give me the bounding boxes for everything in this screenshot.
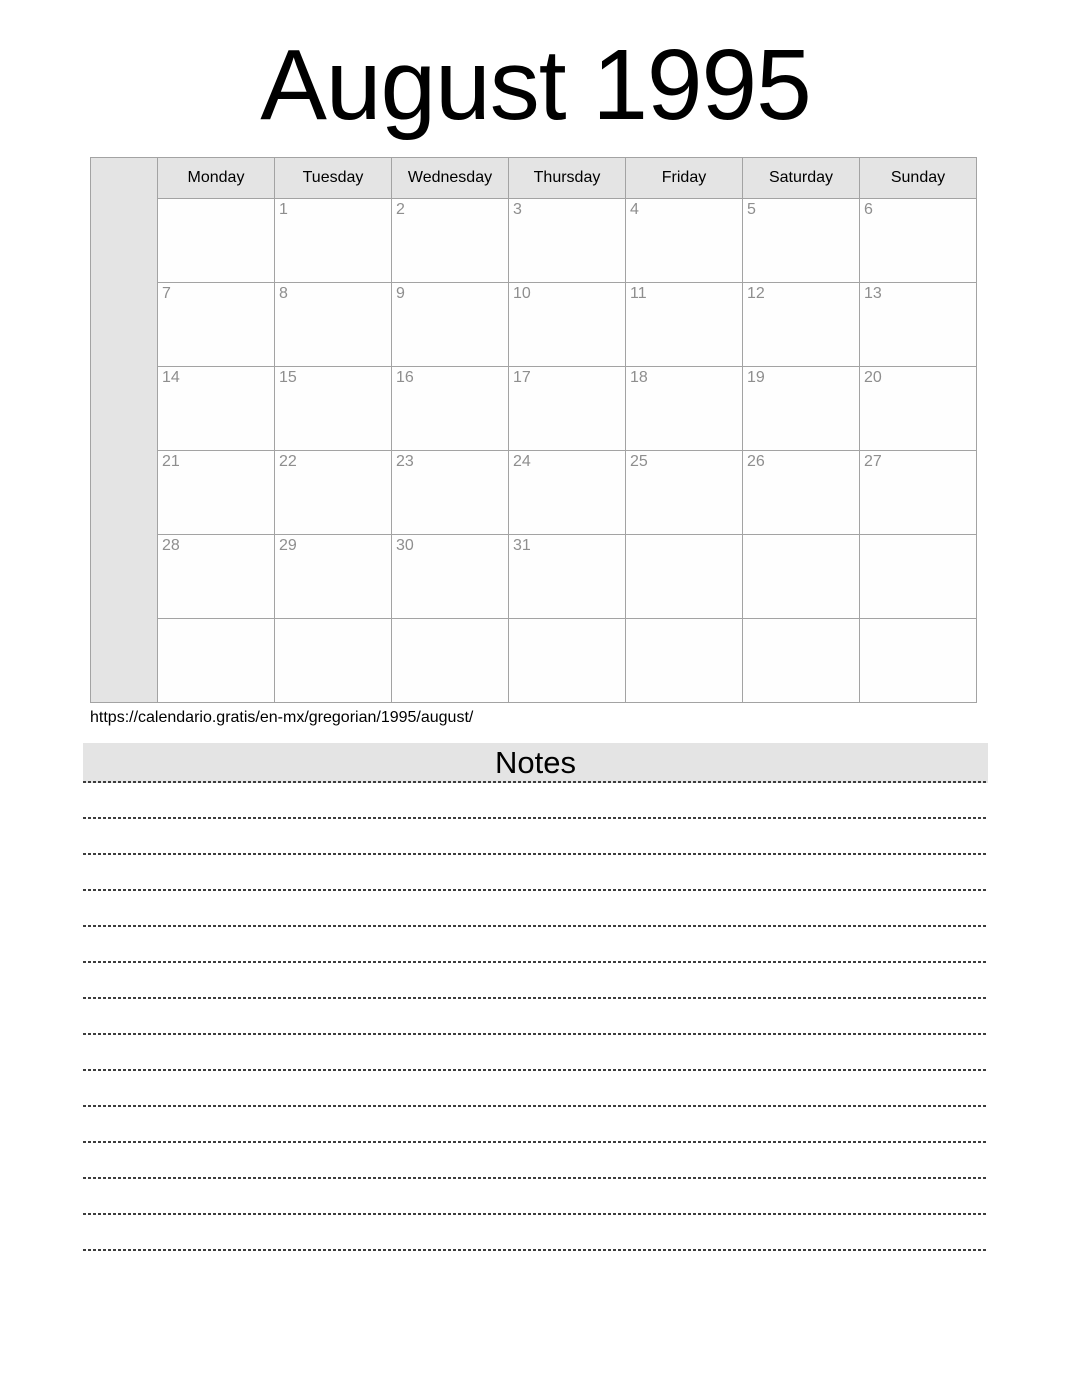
note-line <box>83 1215 988 1251</box>
day-cell <box>860 619 977 703</box>
day-cell: 27 <box>860 451 977 535</box>
day-cell: 2 <box>392 199 509 283</box>
day-cell <box>158 619 275 703</box>
calendar <box>90 157 1071 703</box>
day-cell <box>158 199 275 283</box>
day-cell: 9 <box>392 283 509 367</box>
day-cell <box>509 619 626 703</box>
day-cell: 3 <box>509 199 626 283</box>
day-cell <box>860 535 977 619</box>
day-cell: 11 <box>626 283 743 367</box>
day-cell: 28 <box>158 535 275 619</box>
day-cell: 30 <box>392 535 509 619</box>
source-url: https://calendario.gratis/en-mx/gregorian/1995/august/ <box>90 709 474 726</box>
day-cell: 17 <box>509 367 626 451</box>
day-cell: 20 <box>860 367 977 451</box>
day-cell: 1 <box>275 199 392 283</box>
day-cell: 22 <box>275 451 392 535</box>
calendar-table <box>90 157 977 703</box>
day-cell: 24 <box>509 451 626 535</box>
week-row <box>91 451 977 535</box>
day-cell: 10 <box>509 283 626 367</box>
day-cell: 15 <box>275 367 392 451</box>
day-cell: 8 <box>275 283 392 367</box>
notes-header <box>83 743 988 783</box>
day-cell <box>743 619 860 703</box>
week-row <box>91 367 977 451</box>
day-cell: 6 <box>860 199 977 283</box>
note-line <box>83 1179 988 1215</box>
day-header-tuesday: Tuesday <box>275 158 392 199</box>
notes-header-label: Notes <box>495 745 576 780</box>
note-line <box>83 819 988 855</box>
day-cell: 29 <box>275 535 392 619</box>
week-row <box>91 283 977 367</box>
day-cell <box>626 535 743 619</box>
note-line <box>83 1143 988 1179</box>
note-line <box>83 1035 988 1071</box>
day-cell: 7 <box>158 283 275 367</box>
day-header-friday: Friday <box>626 158 743 199</box>
note-line <box>83 855 988 891</box>
day-cell <box>626 619 743 703</box>
day-cell: 19 <box>743 367 860 451</box>
day-cell <box>275 619 392 703</box>
day-cell: 25 <box>626 451 743 535</box>
day-cell: 13 <box>860 283 977 367</box>
note-line <box>83 1071 988 1107</box>
day-cell: 23 <box>392 451 509 535</box>
day-header-saturday: Saturday <box>743 158 860 199</box>
note-line <box>83 1107 988 1143</box>
day-cell: 4 <box>626 199 743 283</box>
week-row <box>91 535 977 619</box>
day-header-sunday: Sunday <box>860 158 977 199</box>
week-number-column <box>91 158 158 703</box>
day-header-monday: Monday <box>158 158 275 199</box>
day-header-row <box>91 158 977 199</box>
day-cell <box>743 535 860 619</box>
week-row <box>91 619 977 703</box>
page-title: August 1995 <box>260 29 811 141</box>
notes-area <box>83 783 988 1251</box>
day-cell: 31 <box>509 535 626 619</box>
note-line <box>83 927 988 963</box>
day-cell: 12 <box>743 283 860 367</box>
week-row <box>91 199 977 283</box>
note-line <box>83 891 988 927</box>
day-cell: 18 <box>626 367 743 451</box>
day-cell: 26 <box>743 451 860 535</box>
day-cell: 16 <box>392 367 509 451</box>
note-line <box>83 963 988 999</box>
day-cell <box>392 619 509 703</box>
day-cell: 21 <box>158 451 275 535</box>
day-header-thursday: Thursday <box>509 158 626 199</box>
day-header-wednesday: Wednesday <box>392 158 509 199</box>
day-cell: 14 <box>158 367 275 451</box>
day-cell: 5 <box>743 199 860 283</box>
note-line <box>83 783 988 819</box>
note-line <box>83 999 988 1035</box>
